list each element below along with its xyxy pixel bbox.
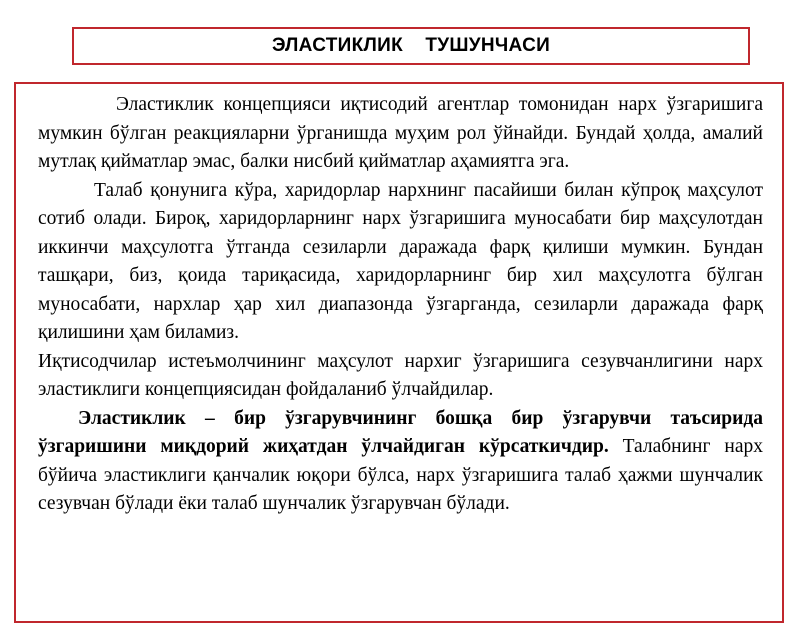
paragraph-3: Иқтисодчилар истеъмолчининг маҳсулот нархиг ўзгаришига сезувчанлигини нарх эластиклиги концепциясидан фойдаланиб ўлчайдилар. — [38, 350, 763, 400]
definition-bold-text: Эластиклик – бир ўзгарувчининг бошқа бир ўзгарувчи таъсирида ўзгаришини миқдорий жиҳатдан ўлчайдиган кўрсаткичдир. — [38, 407, 763, 457]
definition-rest-text: Талабнинг нарх бўйича эластиклиги қанчалик юқори бўлса, нарх ўзгаришига талаб ҳажми шунчалик сезувчан бўлади ёки талаб шунчалик ўзгарувчан бўлади. — [38, 436, 763, 514]
content-frame — [14, 82, 784, 623]
paragraph-4 — [38, 405, 763, 519]
title-frame — [72, 27, 750, 65]
page-title: ЭЛАСТИКЛИК ТУШУНЧАСИ — [271, 35, 551, 56]
paragraph-1: Эластиклик концепцияси иқтисодий агентлар томонидан нарх ўзгаришига мумкин бўлган реакцияларни ўрганишда муҳим рол ўйнайди. Бундай ҳолда, амалий мутлақ қийматлар эмас, балки нисбий қийматлар аҳамиятга эга. — [38, 94, 763, 172]
paragraph-2: Талаб қонунига кўра, харидорлар нархнинг пасайиши билан кўпроқ маҳсулот сотиб олади. Бироқ, харидорларнинг нарх ўзгаришига муносабати бир маҳсулотдан иккинчи маҳсулотга ўтганда сезиларли даражада фарқ қилиши мумкин. Бундан ташқари, биз, қоида тариқасида, харидорларнинг бир хил маҳсулотга бўлган муносабати, нархлар ҳар хил диапазонда ўзгарганда, сезиларли даражада фарқ қилишини ҳам биламиз. — [38, 179, 763, 343]
